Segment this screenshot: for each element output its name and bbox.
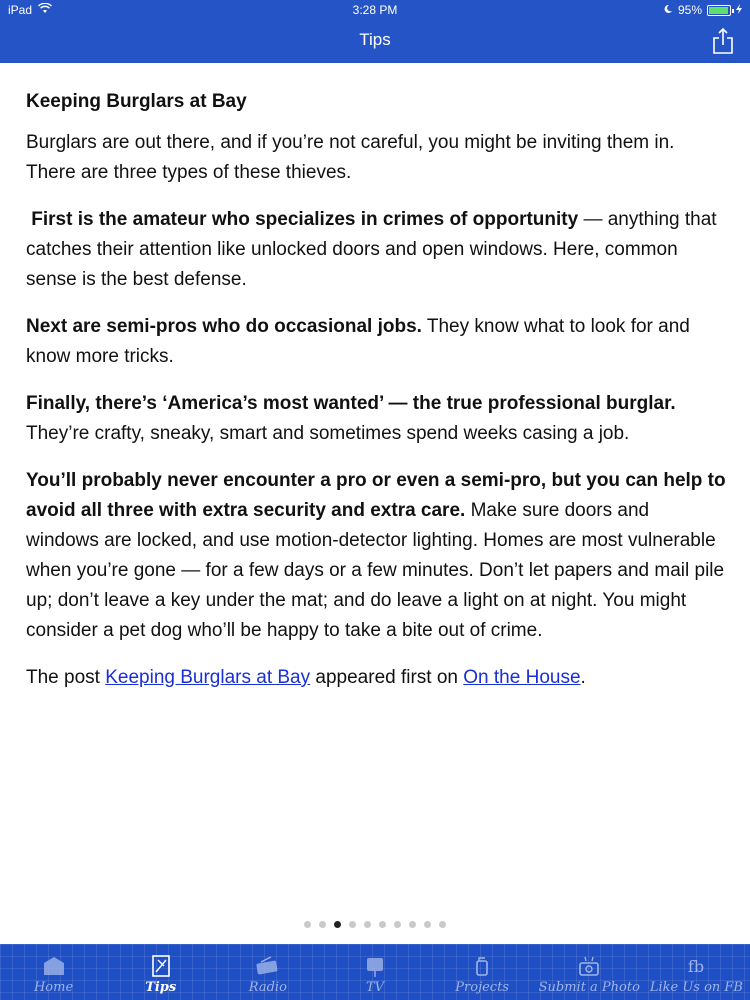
svg-text:fb: fb — [688, 957, 705, 976]
post-footer — [26, 663, 726, 693]
tab-radio-label: Radio — [248, 980, 287, 995]
status-time: 3:28 PM — [352, 3, 398, 17]
tab-submit-photo-label: Submit a Photo — [538, 980, 640, 995]
home-icon — [41, 954, 67, 978]
tips-icon — [148, 954, 174, 978]
tab-projects[interactable] — [429, 944, 536, 1000]
post-link[interactable]: Keeping Burglars at Bay — [105, 667, 311, 688]
page-dot[interactable] — [394, 921, 401, 928]
page-dot[interactable] — [304, 921, 311, 928]
battery-icon — [707, 5, 731, 16]
device-name: iPad — [8, 3, 33, 17]
page-dot[interactable] — [424, 921, 431, 928]
footer-prefix: The post — [26, 667, 106, 688]
paragraph-advice — [26, 466, 726, 646]
tab-tips-label: Tips — [145, 980, 177, 995]
paragraph-semipro — [26, 312, 726, 372]
tab-bar — [0, 944, 750, 1000]
tab-tv[interactable] — [321, 944, 428, 1000]
tv-icon — [362, 954, 388, 978]
status-bar — [0, 0, 750, 20]
charging-icon — [736, 0, 742, 20]
tab-radio[interactable] — [214, 944, 321, 1000]
tab-facebook-label: Like Us on FB — [649, 980, 743, 995]
tab-tv-label: TV — [365, 980, 385, 995]
tab-submit-photo[interactable] — [536, 944, 643, 1000]
page-dot[interactable] — [409, 921, 416, 928]
battery-tip — [732, 9, 734, 13]
share-icon — [712, 27, 734, 55]
page-dot[interactable] — [379, 921, 386, 928]
page-indicator[interactable] — [0, 921, 750, 928]
paragraph-amateur-text: — anything that catches their attention like unlocked doors and open windows. Here, common sense is the best defense. — [26, 209, 717, 290]
footer-middle: appeared first on — [310, 667, 464, 688]
paragraph-amateur-bold: First is the amateur who specializes in crimes of opportunity — [31, 209, 579, 230]
share-button[interactable] — [712, 27, 734, 55]
paragraph-professional-text: They’re crafty, sneaky, smart and sometimes spend weeks casing a job. — [26, 423, 630, 444]
paragraph-intro: Burglars are out there, and if you’re not careful, you might be inviting them in. There are three types of these thieves. — [26, 132, 675, 183]
tab-facebook[interactable] — [643, 944, 750, 1000]
article — [26, 88, 726, 710]
paragraph-semipro-bold: Next are semi-pros who do occasional jobs. — [26, 316, 422, 337]
footer-suffix: . — [580, 667, 586, 688]
projects-icon — [469, 954, 495, 978]
page-dot[interactable] — [439, 921, 446, 928]
paragraph-professional-bold: Finally, there’s ‘America’s most wanted’ — the true professional burglar. — [26, 393, 676, 414]
battery-percent: 95% — [677, 3, 702, 17]
page-dot[interactable] — [349, 921, 356, 928]
page-dot[interactable] — [334, 921, 341, 928]
tab-tips[interactable] — [107, 944, 214, 1000]
paragraph-professional — [26, 389, 726, 449]
facebook-icon — [683, 954, 709, 978]
paragraph-advice-bold: You’ll probably never encounter a pro or even a semi-pro, but you can help to avoid all three with extra security and extra care. — [26, 470, 726, 521]
page-dot[interactable] — [319, 921, 326, 928]
tab-projects-label: Projects — [455, 980, 509, 995]
tab-home-label: Home — [33, 980, 74, 995]
tab-home[interactable] — [0, 944, 107, 1000]
article-title: Keeping Burglars at Bay — [26, 91, 247, 112]
battery-level-fill — [709, 7, 728, 14]
paragraph-amateur — [26, 205, 726, 295]
camera-icon — [576, 954, 602, 978]
moon-icon — [663, 0, 673, 20]
navigation-bar — [0, 0, 750, 63]
site-link[interactable]: On the House — [463, 667, 581, 688]
page-title: Tips — [359, 30, 391, 49]
status-right — [663, 0, 742, 20]
paragraph-advice-text: Make sure doors and windows are locked, and use motion-detector lighting. Homes are most vulnerable when you’re gone — for a few days or a few minutes. Don’t let papers and mail pile up; don’t leave a key under the mat; and do leave a light on at night. You might consider a pet dog who’ll be happy to take a bite out of crime. — [26, 500, 725, 641]
radio-icon — [255, 954, 281, 978]
page-dot[interactable] — [364, 921, 371, 928]
paragraph-semipro-text: They know what to look for and know more tricks. — [26, 316, 690, 367]
